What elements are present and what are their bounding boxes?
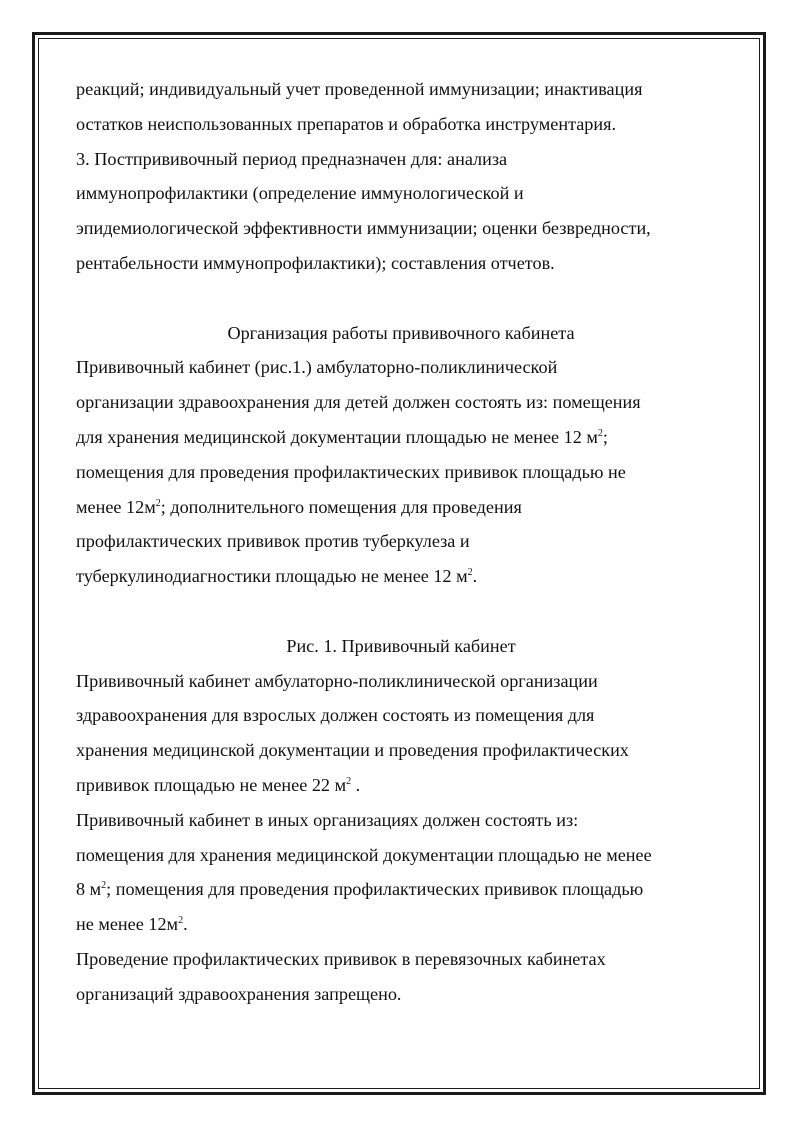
text-fragment: . xyxy=(472,566,478,587)
text-fragment: . xyxy=(183,914,188,935)
text-line xyxy=(76,768,726,803)
superscript: 2 xyxy=(467,567,473,579)
text-line: Прививочный кабинет амбулаторно-поликлинической организации xyxy=(76,670,598,691)
superscript: 2 xyxy=(346,775,352,787)
section-title: Организация работы прививочного кабинета xyxy=(227,322,575,343)
text-line xyxy=(76,907,726,942)
text-line: профилактических прививок против туберкулеза и xyxy=(76,531,470,552)
text-fragment: 8 м xyxy=(76,879,102,900)
superscript: 2 xyxy=(155,497,161,509)
superscript: 2 xyxy=(597,427,603,439)
text-line: помещения для проведения профилактических прививок площадью не xyxy=(76,461,626,482)
text-line: остатков неиспользованных препаратов и обработка инструментария. xyxy=(76,113,617,134)
text-fragment: не менее 12м xyxy=(76,914,179,935)
text-line xyxy=(76,490,726,525)
paragraph-adults-cabinet xyxy=(76,664,726,803)
text-line: Прививочный кабинет (рис.1.) амбулаторно-поликлинической xyxy=(76,357,558,378)
paragraph-procedures xyxy=(76,72,726,281)
text-fragment: прививок площадью не менее 22 м xyxy=(76,774,347,795)
text-line xyxy=(76,559,726,594)
text-line: хранения медицинской документации и проведения профилактических xyxy=(76,740,629,761)
text-line: 3. Постпрививочный период предназначен для: анализа xyxy=(76,148,508,169)
text-line: рентабельности иммунопрофилактики); составления отчетов. xyxy=(76,252,555,273)
text-line: Проведение профилактических прививок в перевязочных кабинетах xyxy=(76,948,606,969)
paragraph-prohibition xyxy=(76,942,726,1012)
blank-line xyxy=(76,281,726,316)
superscript: 2 xyxy=(101,880,107,892)
text-line xyxy=(76,420,726,455)
text-line: здравоохранения для взрослых должен состоять из помещения для xyxy=(76,705,595,726)
text-line: реакций; индивидуальный учет проведенной иммунизации; инактивация xyxy=(76,79,643,99)
text-line: помещения для хранения медицинской документации площадью не менее xyxy=(76,844,652,865)
text-fragment: для хранения медицинской документации площадью не менее 12 м xyxy=(76,426,598,447)
document-body xyxy=(76,72,726,1012)
text-fragment: менее 12м xyxy=(76,496,156,517)
text-line: Прививочный кабинет в иных организациях должен состоять из: xyxy=(76,809,579,830)
text-line: организаций здравоохранения запрещено. xyxy=(76,983,402,1004)
paragraph-children-cabinet xyxy=(76,350,726,594)
text-line: эпидемиологической эффективности иммунизации; оценки безвредности, xyxy=(76,218,651,239)
text-line: иммунопрофилактики (определение иммунологической и xyxy=(76,183,524,204)
text-fragment: . xyxy=(351,774,361,795)
text-fragment: туберкулинодиагностики площадью не менее 12 м xyxy=(76,566,468,587)
text-fragment: ; xyxy=(602,426,608,447)
paragraph-other-organizations xyxy=(76,803,726,942)
superscript: 2 xyxy=(178,915,184,927)
text-line xyxy=(76,872,726,907)
text-line: организации здравоохранения для детей должен состоять из: помещения xyxy=(76,392,641,413)
figure-caption: Рис. 1. Прививочный кабинет xyxy=(286,635,516,656)
text-fragment: ; дополнительного помещения для проведения xyxy=(160,496,522,517)
blank-line xyxy=(76,594,726,629)
text-fragment: ; помещения для проведения профилактических прививок площадью xyxy=(106,879,644,900)
